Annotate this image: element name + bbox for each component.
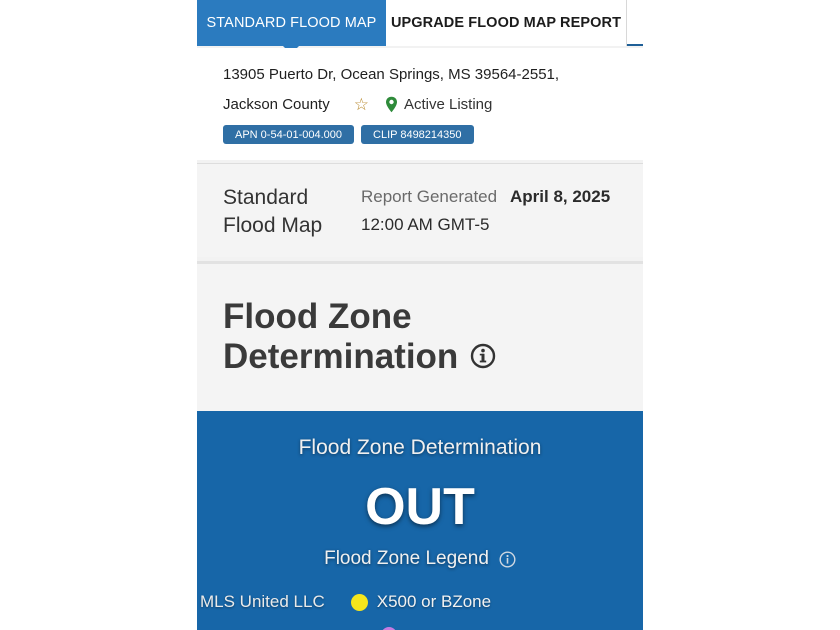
tab-upgrade-flood-map-report[interactable]: UPGRADE FLOOD MAP REPORT [386, 0, 627, 46]
legend-title-row [197, 548, 643, 570]
heading-line-2 [223, 337, 496, 377]
legend-info-icon[interactable] [499, 551, 516, 568]
tab-standard-flood-map[interactable]: STANDARD FLOOD MAP [197, 0, 386, 46]
report-info-card [197, 163, 643, 257]
legend-title: Flood Zone Legend [324, 548, 489, 569]
clip-chip[interactable]: CLIP 8498214350 [361, 125, 474, 144]
address-line-2-row [223, 94, 492, 114]
property-address-card [197, 48, 643, 160]
report-title-line-2: Flood Map [223, 214, 323, 237]
address-line-1: 13905 Puerto Dr, Ocean Springs, MS 39564-2551, [223, 66, 560, 83]
legend-label-x500: X500 or BZone [376, 592, 492, 611]
report-title [223, 184, 343, 240]
heading-line-2-text: Determination [223, 337, 459, 376]
apn-chip[interactable]: APN 0-54-01-004.000 [223, 125, 354, 144]
legend-swatch-x500 [351, 594, 368, 611]
listing-status: Active Listing [403, 95, 493, 113]
report-title-line-1: Standard [223, 186, 309, 209]
flood-zone-heading [223, 297, 496, 377]
favorite-star-icon[interactable]: ☆ [353, 94, 369, 114]
property-id-chips [223, 125, 474, 144]
result-value: OUT [365, 478, 475, 536]
watermark-text: MLS United LLC [200, 592, 325, 611]
result-label: Flood Zone Determination [298, 436, 542, 459]
county-label: Jackson County [223, 95, 330, 113]
report-generated-label: Report Generated [361, 187, 498, 206]
heading-line-1: Flood Zone [223, 297, 412, 336]
flood-report-panel [197, 0, 643, 630]
report-generated-time: 12:00 AM GMT-5 [361, 215, 490, 234]
flood-zone-heading-card [197, 261, 643, 411]
info-icon[interactable] [470, 343, 496, 369]
map-pin-icon [385, 96, 398, 113]
report-generated-date: April 8, 2025 [510, 187, 611, 206]
report-tabs [197, 0, 643, 46]
legend-row [200, 591, 491, 613]
flood-zone-result [197, 411, 643, 630]
